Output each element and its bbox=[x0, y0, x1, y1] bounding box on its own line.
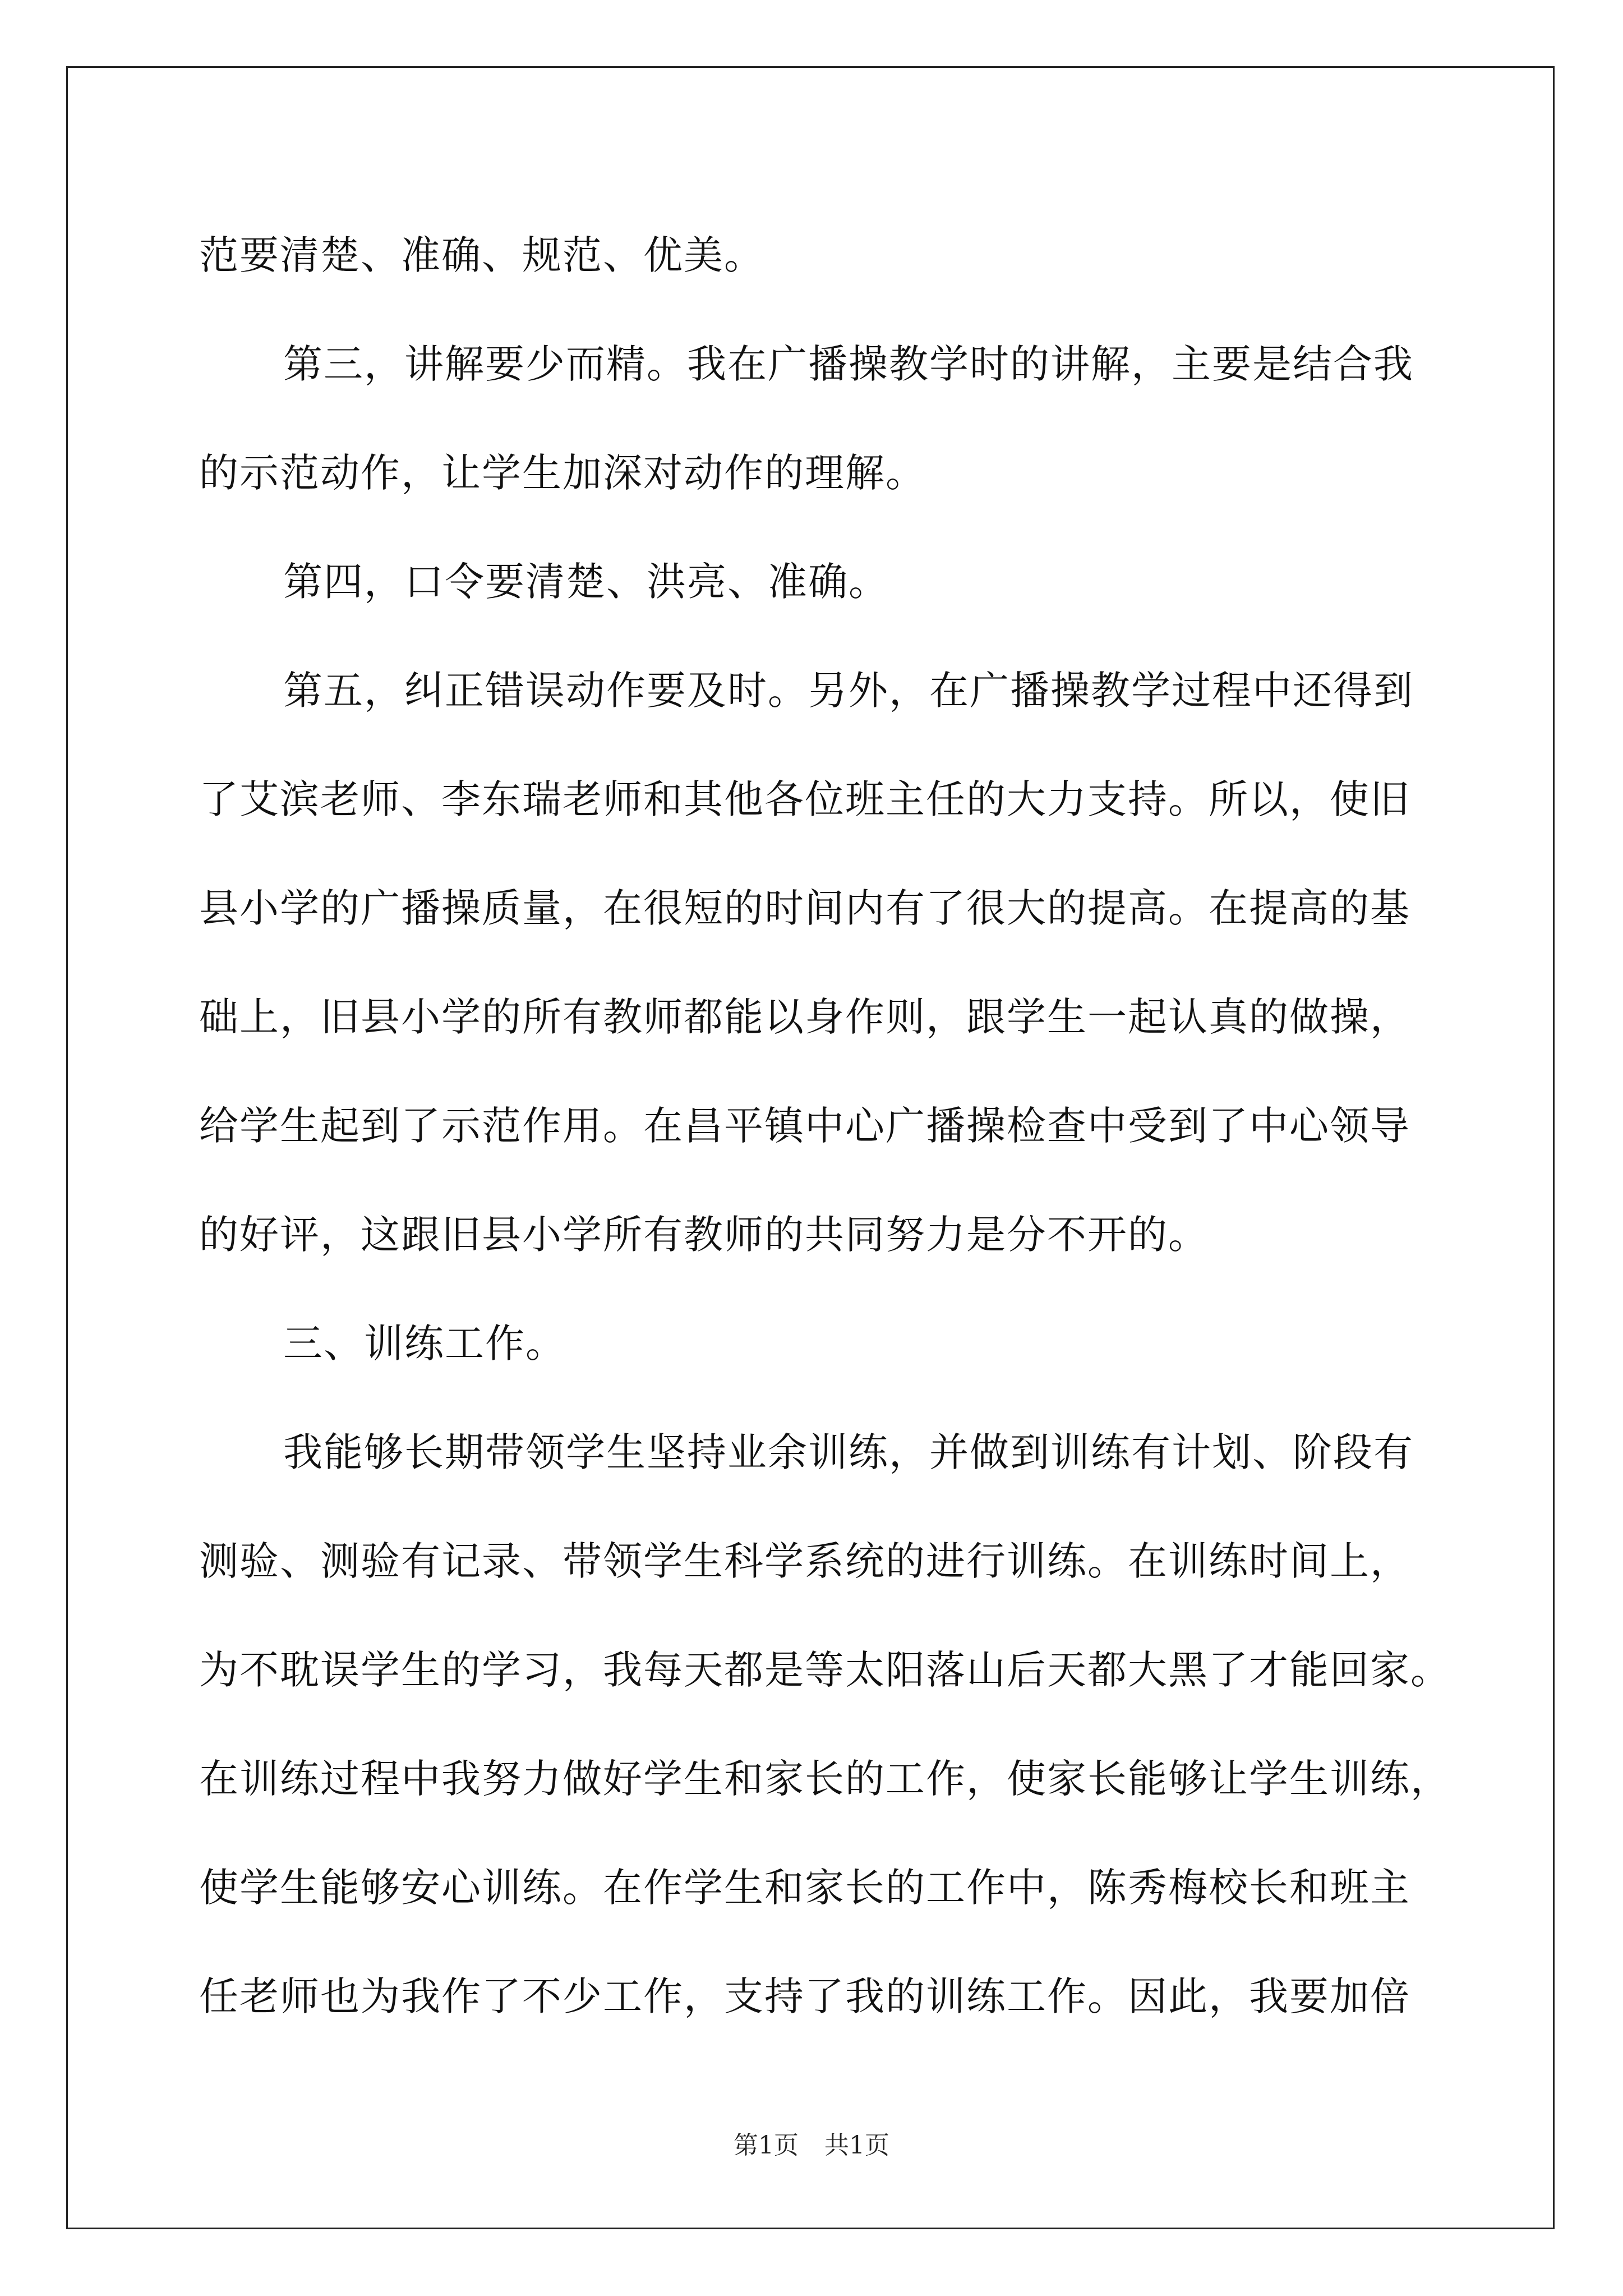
text-line: 任老师也为我作了不少工作，支持了我的训练工作。因此，我要加倍 bbox=[199, 1973, 1410, 2019]
paragraph-line: 第三，讲解要少而精。我在广播操教学时的讲解，主要是结合我 bbox=[283, 341, 1414, 387]
paragraph-line: 我能够长期带领学生坚持业余训练，并做到训练有计划、阶段有 bbox=[283, 1429, 1414, 1475]
text-line: 给学生起到了示范作用。在昌平镇中心广播操检查中受到了中心领导 bbox=[199, 1103, 1410, 1149]
text-line: 的示范动作，让学生加深对动作的理解。 bbox=[199, 450, 926, 496]
text-line: 础上，旧县小学的所有教师都能以身作则，跟学生一起认真的做操， bbox=[199, 994, 1410, 1040]
page-footer bbox=[0, 2129, 1623, 2162]
paragraph-line: 第五，纠正错误动作要及时。另外，在广播操教学过程中还得到 bbox=[283, 668, 1414, 714]
text-line: 为不耽误学生的学习，我每天都是等太阳落山后天都大黑了才能回家。 bbox=[199, 1647, 1451, 1693]
text-line: 了艾滨老师、李东瑞老师和其他各位班主任的大力支持。所以，使旧 bbox=[199, 776, 1410, 822]
text-line: 县小学的广播操质量，在很短的时间内有了很大的提高。在提高的基 bbox=[199, 885, 1410, 931]
text-line: 范要清楚、准确、规范、优美。 bbox=[199, 232, 764, 278]
text-line: 测验、测验有记录、带领学生科学系统的进行训练。在训练时间上， bbox=[199, 1538, 1410, 1584]
text-line: 在训练过程中我努力做好学生和家长的工作，使家长能够让学生训练， bbox=[199, 1756, 1451, 1802]
paragraph-line: 第四，口令要清楚、洪亮、准确。 bbox=[283, 559, 889, 605]
page-number: 第1页 bbox=[734, 2131, 799, 2160]
section-heading: 三、训练工作。 bbox=[283, 1320, 566, 1366]
page-total: 共1页 bbox=[824, 2131, 889, 2160]
text-line: 的好评，这跟旧县小学所有教师的共同努力是分不开的。 bbox=[199, 1212, 1209, 1258]
text-line: 使学生能够安心训练。在作学生和家长的工作中，陈秀梅校长和班主 bbox=[199, 1865, 1410, 1911]
